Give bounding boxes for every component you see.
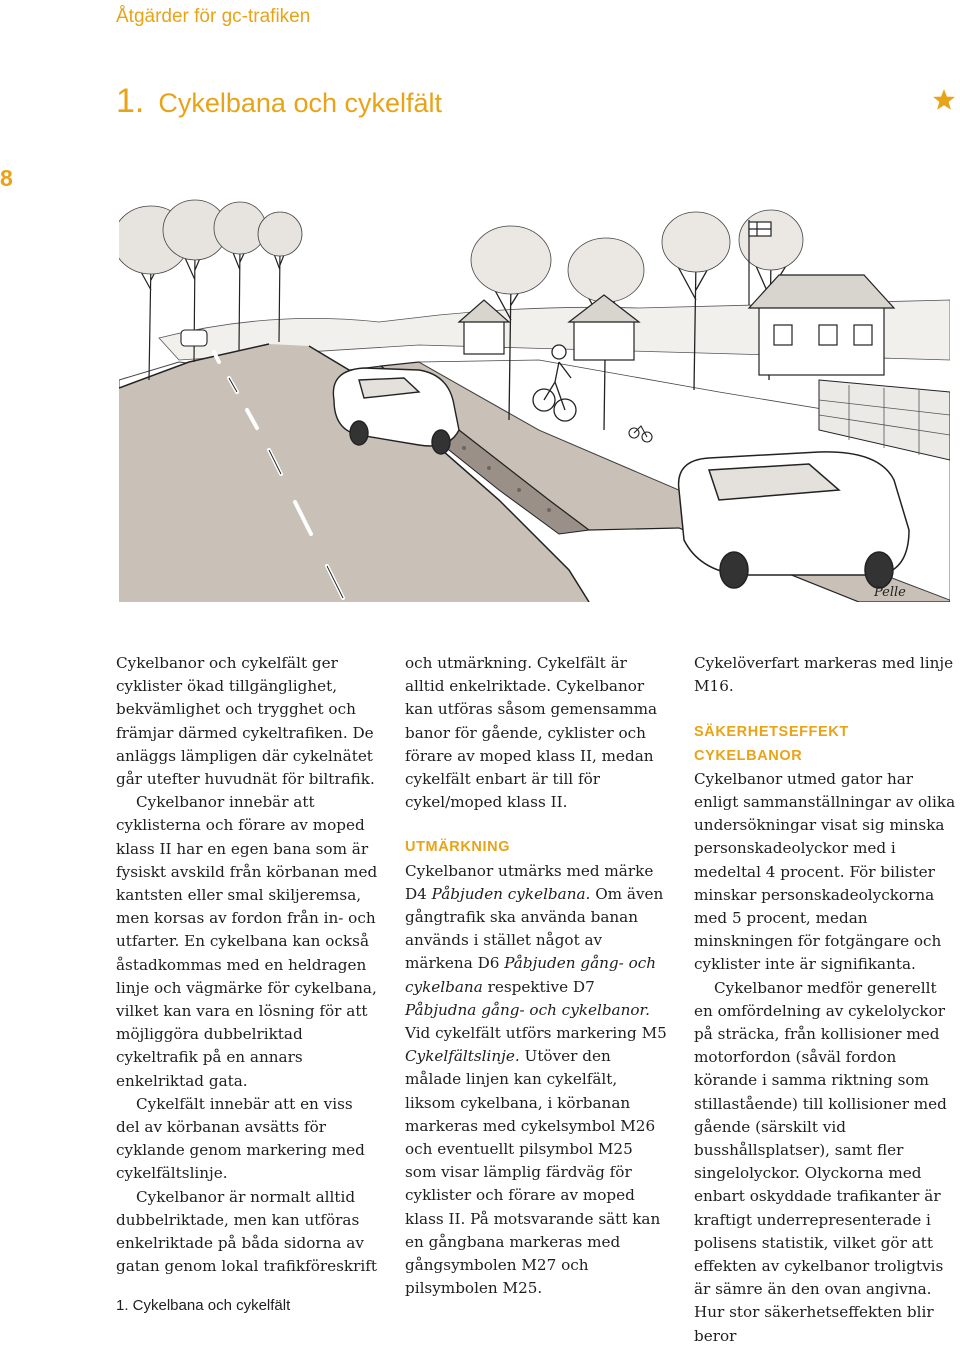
star-icon [932, 88, 956, 112]
chapter-title [116, 82, 442, 121]
chapter-title-text: Cykelbana och cykelfält [158, 88, 443, 118]
paragraph: Cykelbanor är normalt alltid dubbelriktade, men kan utföras enkelriktade på båda sidorna av gatan genom lokal trafikföreskrift [116, 1187, 377, 1276]
illustration-signature: Pelle [874, 585, 906, 600]
sign-name: Påbjuden cykelbana. [431, 884, 591, 903]
text-column-3 [694, 652, 956, 1348]
text-run: Vid cykelfält utförs markering M5 [405, 1024, 667, 1043]
page-number: 8 [0, 165, 13, 191]
text-run: respektive D7 [482, 977, 595, 996]
section-heading: SÄKERHETSEFFEKT CYKELBANOR [694, 724, 849, 764]
paragraph: Cykelbanor innebär att cyklisterna och förare av moped klass II har en egen bana som är fysiskt avskild från körbanan med kantsten eller smal skiljeremsa, men korsas av fordon från in- och utfarter. En cykelbana kan också åstadkommas med en heldragen linje och vägmärke för cykelbana, vilket kan vara en lösning för att möjliggöra dubbelriktad cykeltrafik på en annars enkelriktad gata. [116, 793, 378, 1090]
street-illustration [119, 130, 950, 602]
text-run: Utöver den målade linjen kan cykelfält, liksom cykelbana, i körbanan markeras med cykelsymbol M26 och eventuellt pilsymbol M25 som visar lämplig färdväg för cyklister och förare av moped klass II. På motsvarande sätt kan en gångbana markeras med gångsymbolen M27 och pilsymbolen M25. [405, 1047, 661, 1298]
text-column-2 [405, 652, 667, 1300]
section-header: Åtgärder för gc-trafiken [116, 6, 311, 27]
paragraph: Cykelbanor utmed gator har enligt sammanställningar av olika undersökningar visat sig minska personskadeolyckor med i medeltal 4 procent. För bilister minskar personskadeolyckorna med 5 procent, medan minskningen för fotgängare och cyklister inte är signifikanta. [694, 769, 956, 974]
paragraph: och utmärkning. Cykelfält är alltid enkelriktade. Cykelbanor kan utföras såsom gemensamma banor för gående, cyklister och förare av moped klass II, medan cykelfält enbart är till för cykel/moped klass II. [405, 654, 658, 812]
chapter-number: 1. [116, 82, 145, 120]
sign-name: Påbjudna gång- och cykelbanor. [405, 1000, 650, 1019]
text-run: Om även gångtrafik ska använda banan används i stället något av märkena D6 [405, 884, 664, 973]
footer-label: 1. Cykelbana och cykelfält [116, 1297, 291, 1314]
text-run: Cykelbanor utmärks med märke D4 [405, 861, 654, 903]
paragraph: Cykelbanor och cykelfält ger cyklister ökad tillgänglighet, bekvämlighet och trygghet och främjar därmed cykeltrafiken. De anläggs lämpligen där cykelnätet går utefter huvudnät för biltrafik. [116, 654, 375, 789]
paragraph [405, 860, 667, 1301]
text-column-1 [116, 652, 378, 1278]
paragraph: Cykelöverfart markeras med linje M16. [694, 654, 954, 696]
paragraph: Cykelfält innebär att en viss del av körbanan avsätts för cyklande genom markering med cykelfältslinje. [116, 1094, 365, 1183]
paragraph: Cykelbanor medför generellt en omfördelning av cykelolyckor på sträcka, från kollisioner med motorfordon (såväl fordon körande i samma riktning som stillastående) till kollisioner med gående (särskilt vid busshållsplatser), samt fler singelolyckor. Olyckorna med enbart oskyddade trafikanter är kraftigt underrepresenterade i polisens statistik, vilket gör att effekten av cykelbanor troligtvis är sämre än den ovan angivna. Hur stor säkerhetseffekten blir beror [694, 978, 947, 1345]
sign-name: Påbjuden gång- och cykelbana [405, 954, 657, 996]
sign-name: Cykelfältslinje. [405, 1047, 520, 1066]
section-heading: UTMÄRKNING [405, 839, 511, 856]
